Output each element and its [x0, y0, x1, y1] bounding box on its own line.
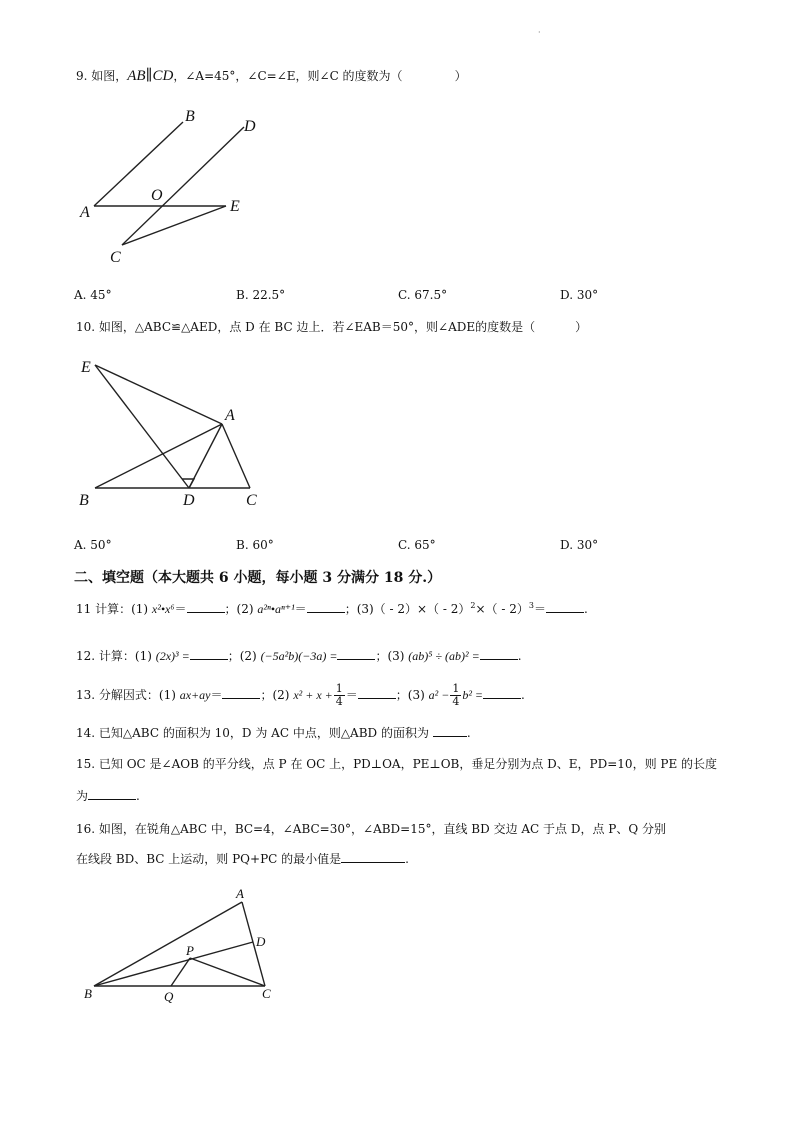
- q16-label-q: Q: [164, 989, 174, 1004]
- q11-eq-1: ＝: [174, 602, 187, 616]
- q11-text-2: ；(2): [224, 602, 258, 616]
- q13-text-3: ；(3): [395, 688, 429, 702]
- q16-label-p: P: [186, 943, 194, 958]
- q12-math-2: (−5a²b)(−3a) =: [260, 649, 338, 663]
- q16-label-b: B: [84, 986, 92, 1001]
- q16-line-2-prefix: 在线段 BD、BC 上运动，则 PQ+PC 的最小值是: [76, 852, 342, 866]
- q12-text-1: 12. 计算：(1): [76, 649, 156, 663]
- q11-text-3: ；(3)（ - 2）×（ - 2）: [344, 602, 471, 616]
- q10-option-a[interactable]: A. 50°: [74, 538, 112, 552]
- q13-end: .: [521, 688, 525, 702]
- q10-label-a: A: [225, 407, 235, 424]
- q11-text-1: 11 计算：(1): [76, 602, 152, 616]
- q10-stem-text: 10. 如图，△ABC≌△AED，点 D 在 BC 边上．若∠EAB＝50°，则∠ADE的度数是（: [76, 320, 536, 334]
- q14-text: 14. 已知△ABC 的面积为 10，D 为 AC 中点，则△ABD 的面积为: [76, 726, 429, 740]
- q10-option-c[interactable]: C. 65°: [398, 538, 436, 552]
- q9-stem-prefix: 9. 如图，: [76, 69, 128, 83]
- q10-option-b[interactable]: B. 60°: [236, 538, 274, 552]
- q10-option-d[interactable]: D. 30°: [560, 538, 599, 552]
- q11-math-1: x²•x⁶: [151, 602, 175, 616]
- q9-label-e: E: [230, 198, 240, 215]
- q16-label-d: D: [256, 934, 266, 949]
- q9-label-c: C: [110, 249, 121, 266]
- q16-line-1: 16. 如图，在锐角△ABC 中，BC=4，∠ABC=30°，∠ABD=15°，直线 BD 交边 AC 于点 D，点 P、Q 分别: [76, 822, 667, 836]
- q9-stem-suffix: ）: [454, 69, 467, 83]
- q10-label-d: D: [183, 492, 195, 509]
- q13-text-2: ；(2): [260, 688, 294, 702]
- q9-label-b: B: [185, 108, 195, 125]
- q11-math-2: a²ⁿ•aⁿ⁺¹: [257, 602, 295, 616]
- q9-option-a[interactable]: A. 45°: [74, 288, 112, 302]
- q13-eq-2: ＝: [345, 688, 358, 702]
- q13-math-3b: b² =: [462, 688, 484, 702]
- q9-label-d: D: [244, 118, 256, 135]
- q10-stem-suffix: ）: [575, 320, 588, 334]
- q13-fraction-1-den: 4: [335, 695, 343, 708]
- q11-eq-3: ＝: [533, 602, 546, 616]
- q13-math-3a: a² −: [428, 688, 450, 702]
- q13-eq-1: ＝: [210, 688, 223, 702]
- q16-label-a: A: [236, 886, 244, 901]
- q16-end: .: [405, 852, 409, 866]
- q13-text-1: 13. 分解因式：(1): [76, 688, 180, 702]
- q11-eq-2: ＝: [294, 602, 307, 616]
- q15-line-2-prefix: 为: [76, 789, 89, 803]
- q13-fraction-1-num: 1: [335, 682, 343, 695]
- q13-fraction-2-den: 4: [452, 695, 460, 708]
- q14-end: .: [466, 726, 471, 740]
- q13-math-2: x² + x +: [293, 688, 333, 702]
- q11-exp-1: 2: [470, 601, 476, 610]
- q11-text-4: ×（ - 2）: [475, 602, 529, 616]
- q15-end: .: [136, 789, 140, 803]
- section-heading: 二、填空题（本大题共 6 小题，每小题 3 分满分 18 分.）: [74, 570, 442, 586]
- q9-option-d[interactable]: D. 30°: [560, 288, 599, 302]
- q10-label-b: B: [79, 492, 89, 509]
- q11-exp-2: 3: [528, 601, 534, 610]
- q9-label-o: O: [151, 187, 163, 204]
- q12-text-3: ；(3): [375, 649, 409, 663]
- q10-label-e: E: [81, 359, 91, 376]
- q9-stem-math: AB∥CD: [127, 68, 174, 84]
- corner-mark: ·: [538, 28, 541, 37]
- q12-math-1: (2x)³ =: [155, 649, 190, 663]
- q10-label-c: C: [246, 492, 257, 509]
- q9-option-b[interactable]: B. 22.5°: [236, 288, 286, 302]
- q15-line-1: 15. 已知 OC 是∠AOB 的平分线，点 P 在 OC 上，PD⊥OA，PE⊥OB，垂足分别为点 D、E，PD=10，则 PE 的长度: [76, 757, 718, 771]
- q9-stem-mid: ，∠A=45°，∠C=∠E，则∠C 的度数为（: [173, 69, 403, 83]
- q16-label-c: C: [262, 986, 271, 1001]
- q13-fraction-2-num: 1: [452, 682, 460, 695]
- q12-end: .: [517, 649, 522, 663]
- q13-math-1: ax+ay: [179, 688, 211, 702]
- q9-option-c[interactable]: C. 67.5°: [398, 288, 448, 302]
- q11-end: .: [583, 602, 588, 616]
- q12-text-2: ；(2): [227, 649, 261, 663]
- q9-label-a: A: [80, 204, 90, 221]
- q12-math-3: (ab)⁵ ÷ (ab)² =: [408, 649, 480, 663]
